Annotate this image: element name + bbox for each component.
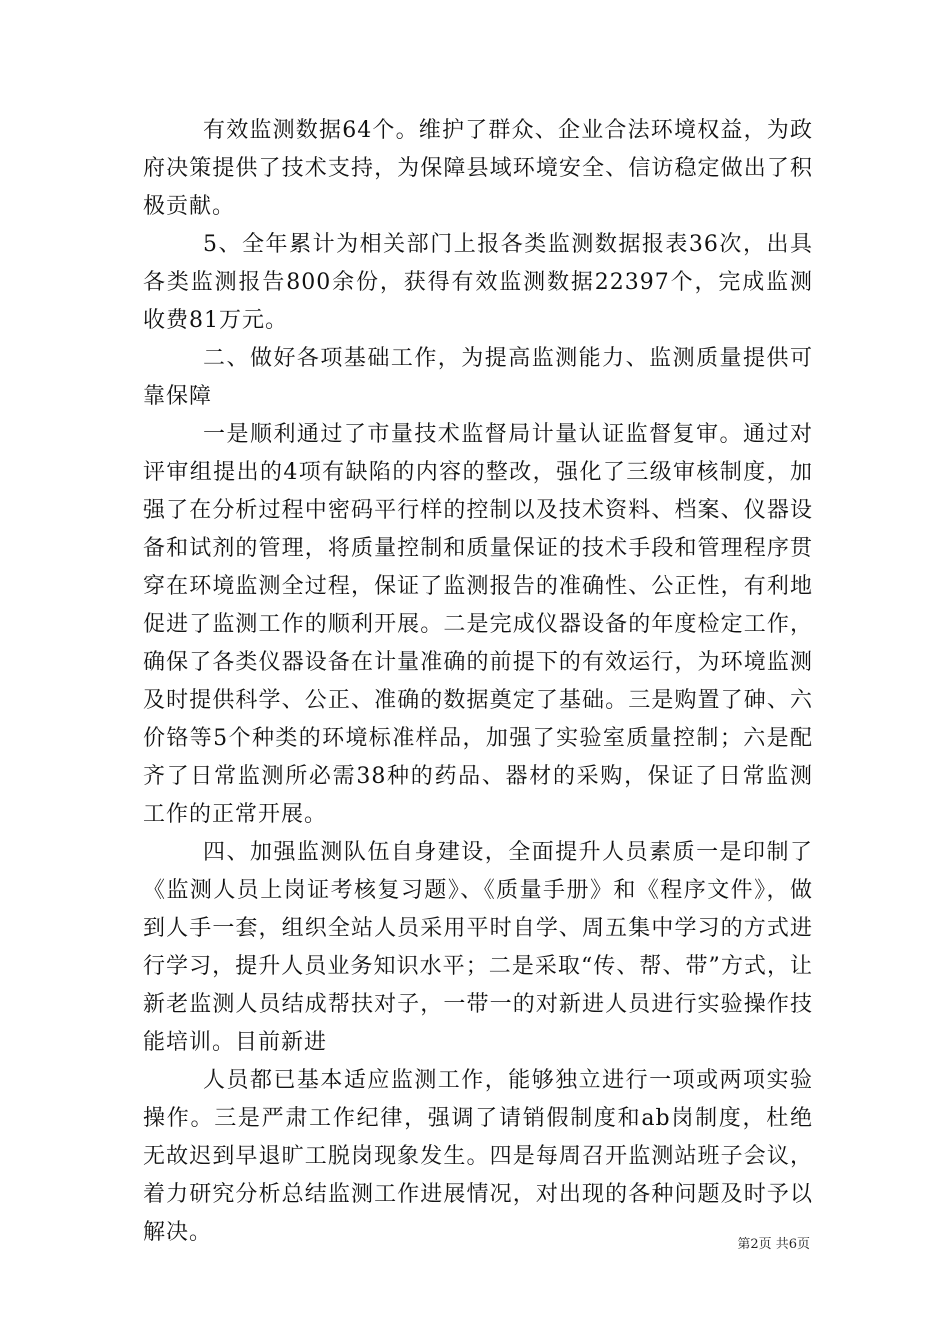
document-body [143, 112, 813, 1252]
paragraph-5: 四、加强监测队伍自身建设，全面提升人员素质一是印制了《监测人员上岗证考核复习题》、《质量手册》和《程序文件》，做到人手一套，组织全站人员采用平时自学、周五集中学习的方式进行学习，提升人员业务知识水平；二是采取“传、帮、带”方式，让新老监测人员结成帮扶对子，一带一的对新进人员进行实验操作技能培训。目前新进 [143, 840, 813, 1055]
paragraph-3-heading: 二、做好各项基础工作，为提高监测能力、监测质量提供可靠保障 [143, 346, 813, 409]
paragraph-2: 5、全年累计为相关部门上报各类监测数据报表36次，出具各类监测报告800余份，获得有效监测数据22397个，完成监测收费81万元。 [143, 232, 813, 333]
paragraph-6: 人员都已基本适应监测工作，能够独立进行一项或两项实验操作。三是严肃工作纪律，强调了请销假制度和ab岗制度，杜绝无故迟到早退旷工脱岗现象发生。四是每周召开监测站班子会议，着力研究分析总结监测工作进展情况，对出现的各种问题及时予以解决。 [143, 1068, 813, 1245]
paragraph-4: 一是顺利通过了市量技术监督局计量认证监督复审。通过对评审组提出的4项有缺陷的内容的整改，强化了三级审核制度，加强了在分析过程中密码平行样的控制以及技术资料、档案、仪器设备和试剂的管理，将质量控制和质量保证的技术手段和管理程序贯穿在环境监测全过程，保证了监测报告的准确性、公正性，有利地促进了监测工作的顺利开展。二是完成仪器设备的年度检定工作，确保了各类仪器设备在计量准确的前提下的有效运行，为环境监测及时提供科学、公正、准确的数据奠定了基础。三是购置了砷、六价铬等5个种类的环境标准样品，加强了实验室质量控制；六是配齐了日常监测所必需38种的药品、器材的采购，保证了日常监测工作的正常开展。 [143, 422, 813, 827]
paragraph-1: 有效监测数据64个。维护了群众、企业合法环境权益，为政府决策提供了技术支持，为保障县域环境安全、信访稳定做出了积极贡献。 [143, 118, 813, 219]
page-number-footer: 第2页 共6页 [737, 1237, 810, 1252]
